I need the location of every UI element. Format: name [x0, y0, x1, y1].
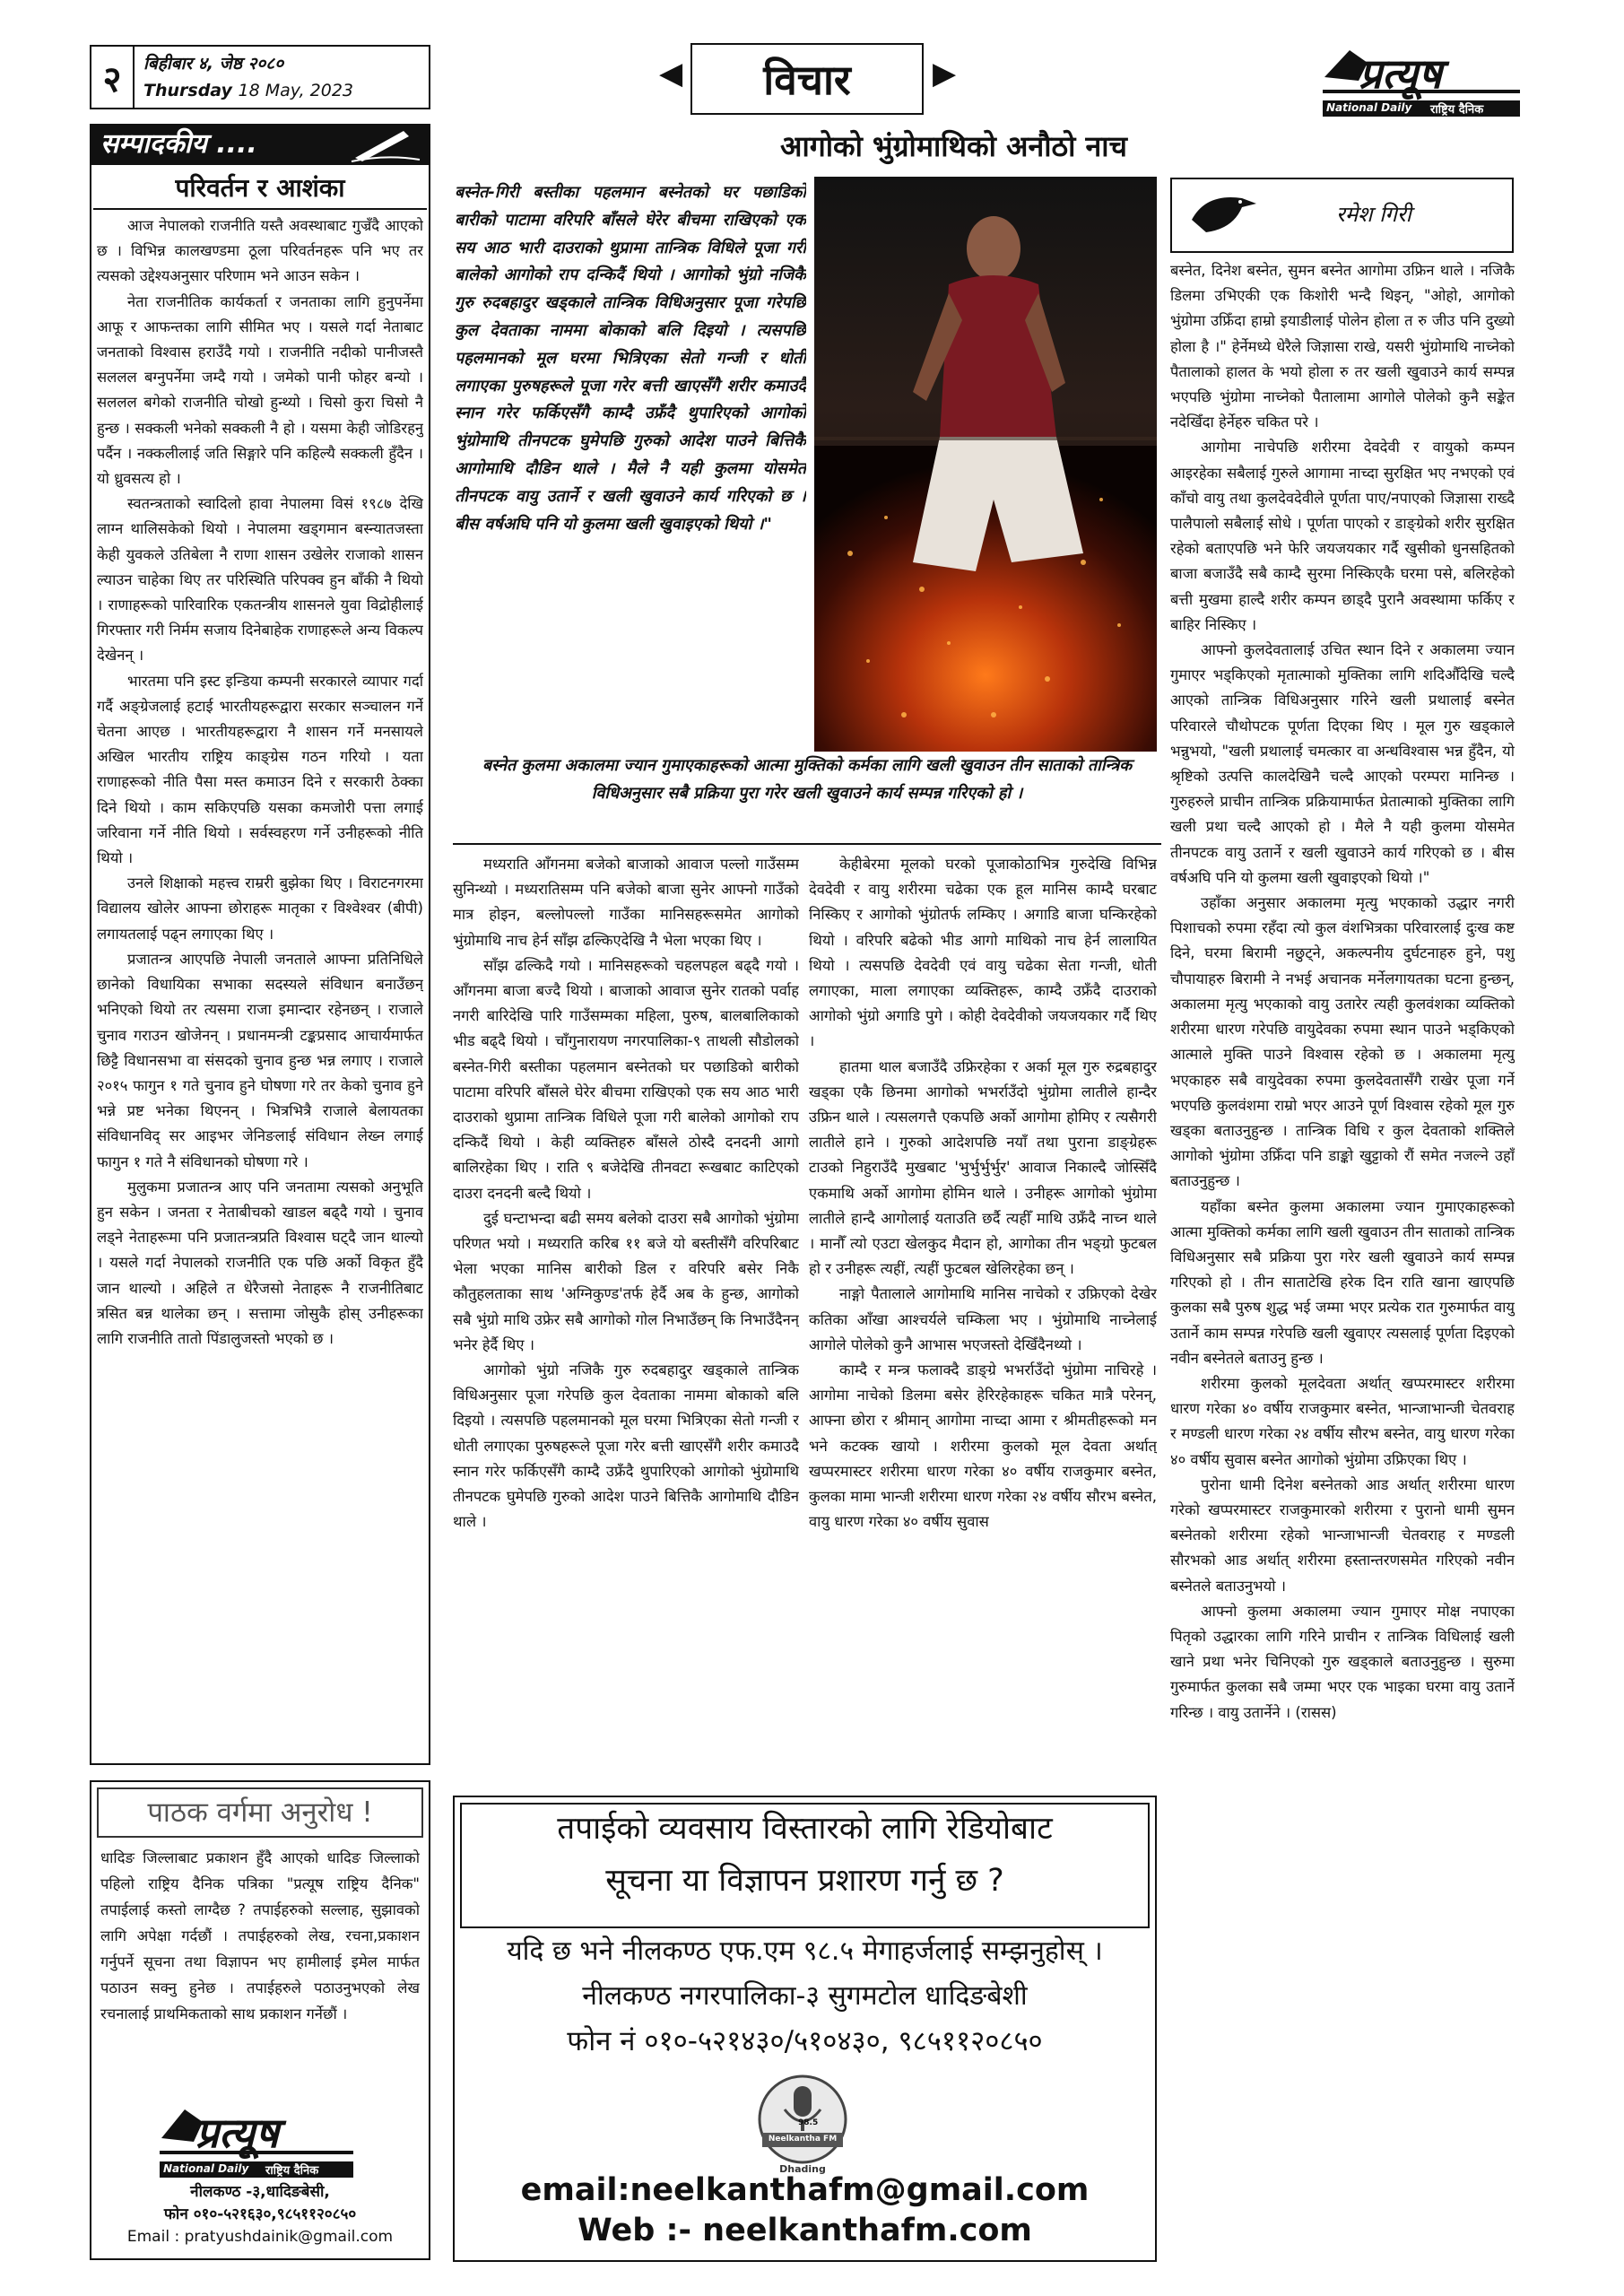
article-paragraph: यहाँका बस्नेत कुलमा अकालमा ज्यान गुमाएकाहरूको आत्मा मुक्तिको कर्मका लागि खली खुवाउन तीन साताको तान्त्रिक विधिअनुसार सबै प्रक्रिया पुरा गरेर खली खुवाउने कार्य सम्पन्न गरिएको हो । तीन साताटेखि हरेक दिन राति खाना खाएपछि कुलका सबै पुरुष शुद्ध भई जम्मा भएर प्रत्येक रात गुरुमार्फत वायु उतार्ने काम सम्पन्न गरेपछि खली खुवाएर त्यसलाई पूर्णता दिइएको नवीन बस्नेतले बताउनु हुन्छ ।	[1170, 1197, 1515, 1367]
article-paragraph: काम्दै र मन्त्र फलाक्दै डाङ्ग्रे भभर्राउँदो भुंग्रोमा नाचिरहे । आगोमा नाचेको डिलमा बसेर हेरिरहेकाहरू चकित मात्रै परेनन्, आफ्ना छोरा र श्रीमान् आगोमा नाच्दा आमा र श्रीमतीहरूको मन भने कटक्क खायो । शरीरमा कुलको मूल देवता अर्थात् खप्परमास्टर शरीरमा धारण गरेका ४० वर्षीय राजकुमार बस्नेत, कुलका मामा भान्जी शरीरमा धारण गरेका २४ वर्षीय सौरभ बस्नेत, वायु धारण गरेका ४० वर्षीय सुवास	[809, 1361, 1157, 1531]
editorial-paragraph: मुलुकमा प्रजातन्त्र आए पनि जनतामा त्यसको अनुभूति हुन सकेन । जनता र नेताबीचको खाडल बढ्दै गयो । चुनाव लड्ने नेताहरूमा पनि प्रजातन्त्रप्रति विश्वास घट्दै जान थाल्यो । यसले गर्दा नेपालको राजनीति एक पछि अर्को विकृत हुँदै जान थाल्यो । अहिले त धेरैजसो नेताहरू नै राजनीतिबाट त्रसित बन्न थालेका छन् । सत्तामा जोसुकै होस् उनीहरूका लागि राजनीति तातो पिंडालुजस्तो भएको छ ।	[97, 1178, 423, 1347]
editorial-paragraph: उनले शिक्षाको महत्त्व राम्ररी बुझेका थिए । विराटनगरमा विद्यालय खोलेर आफ्ना छोराहरू मातृका र विश्वेश्वर (बीपी) लगायतलाई पढ्न लगाएका थिए ।	[97, 874, 423, 943]
editorial-paragraph: प्रजातन्त्र आएपछि नेपाली जनताले आफ्ना प्रतिनिधिले छानेको विधायिका सभाका सदस्यले संविधान बनाउँछन् भनिएको थियो तर त्यसमा राजा इमान्दार रहेनछन् । राजाले चुनाव गराउन खोजेनन् । प्रधानमन्त्री टङ्कप्रसाद आचार्यमार्फत छिट्टै विधानसभा वा संसदको चुनाव हुन्छ भन्न लगाए । राजाले २०१५ फागुन १ गते चुनाव हुने घोषणा गरे तर केको चुनाव हुने भन्ने प्रष्ट भनेका थिएनन् । भित्रभित्रै राजाले बेलायतका संविधानविद् सर आइभर जेनिङलाई संविधान लेख्न लगाई फागुन १ गते नै संविधानको घोषणा गरे ।	[97, 950, 423, 1170]
radio-logo	[744, 2070, 861, 2178]
editorial-banner	[90, 124, 430, 165]
pratyush-logo-sub-right: राष्ट्रिय दैनिक	[265, 2164, 319, 2178]
arrow-right-icon: ▶	[933, 56, 957, 91]
editorial-paragraph: भारतमा पनि इस्ट इन्डिया कम्पनी सरकारले व्यापार गर्दा गर्दै अङ्ग्रेजलाई हटाई भारतीयहरूद्वारा सरकार सञ्चालन गर्ने चेतना आएछ । भारतीयहरूद्वारा नै शासन गर्ने मनसायले अखिल भारतीय राष्ट्रिय काङ्ग्रेस गठन गरियो । यता राणाहरूको नीति पैसा मस्त कमाउन दिने र सरकारी ठेक्का दिने थियो । काम सकिएपछि यसका कमजोरी पत्ता लगाई जरिवाना गर्ने नीति थियो । सर्वस्वहरण गर्ने उनीहरूको नीति थियो ।	[97, 672, 423, 867]
editorial-paragraph: आज नेपालको राजनीति यस्तै अवस्थाबाट गुज्रँदै आएको छ । विभिन्न कालखण्डमा ठूला परिवर्तनहरू पनि भए तर त्यसको उद्देश्यअनुसार परिणाम भने आउन सकेन ।	[97, 217, 423, 285]
section-title: विचार	[690, 43, 924, 115]
radio-logo-freq: 98.5	[798, 2118, 819, 2127]
article-column-1	[453, 852, 799, 1785]
date-box	[135, 45, 430, 109]
advert-line-3: यदि छ भने नीलकण्ठ एफ.एम ९८.५ मेगाहर्जलाई सम्झनुहोस् ।	[507, 1935, 1103, 1967]
article-paragraph: बस्नेत, दिनेश बस्नेत, सुमन बस्नेत आगोमा उफ्रिन थाले । नजिकै डिलमा उभिएकी एक किशोरी भन्दै थिइन्, "ओहो, आगोको भुंग्रोमा उफ्रिँदा हाम्रो इयाडीलाई पोलेन होला त रु जीउ पनि दुख्यो होला है ।" हेर्नेमध्ये धेरैले जिज्ञासा राखे, यसरी भुंग्रोमाथि नाच्नेको पैतालाको हालत के भयो होला रु तर खली खुवाउने कार्य सम्पन्न भएपछि भुंग्रोमा नाच्नेको पैतालामा आगोले पोलेको कुनै सङ्केत नदेखिँदा हेर्नेहरु चकित परे ।	[1170, 262, 1515, 431]
advert-line-2: सूचना या विज्ञापन प्रशारण गर्नु छ ?	[605, 1863, 1004, 1899]
masthead-logo-sub-left: National Daily	[1326, 101, 1412, 114]
article-paragraph: दुई घन्टाभन्दा बढी समय बलेको दाउरा सबै आगोको भुंग्रोमा परिणत भयो । मध्यराति करिब ११ बजे यो बस्तीसँगै वरिपरिबाट भेला भएका मानिस बारीको डिल र वरिपरि बसेर निकै कौतुहलताका साथ 'अग्निकुण्ड'तर्फ हेर्दै अब के हुन्छ, आगोको सबै भुंग्रो माथि उफ्रेर सबै आगोको गोल निभाउँछन् कि निभाउँदैनन् भनेर हेर्दै थिए ।	[453, 1209, 799, 1353]
date-english-day: Thursday	[143, 81, 232, 100]
editorial-paragraph: स्वतन्त्रताको स्वादिलो हावा नेपालमा विसं १९८७ देखि लाग्न थालिसकेको थियो । नेपालमा खड्गमान बस्न्यातजस्ता केही युवकले उतिबेला नै राणा शासन उखेलेर राजाको शासन ल्याउन चाहेका थिए तर परिस्थिति परिपक्व हुन बाँकी नै थियो । राणाहरूको पारिवारिक एकतन्त्रीय शासनले युवा विद्रोहीलाई गिरफ्तार गरी निर्मम सजाय दिनेबाहेक राणाहरूले अन्य विकल्प देखेनन् ।	[97, 495, 423, 665]
article-paragraph: आफ्नो कुलमा अकालमा ज्यान गुमाएर मोक्ष नपाएका पितृको उद्धारका लागि गरिने प्राचीन र तान्त्रिक विधिलाई खली खाने प्रथा भनेर चिनिएको गुरु खड्काले बताउनुहुन्छ । सुरुमा गुरुमार्फत कुलका सबै जम्मा भएर एक भाइका घरमा वायु उतार्ने गरिन्छ । वायु उतार्नेने । (रासस)	[1170, 1602, 1515, 1721]
masthead-logo-text: प्रत्यूष	[1359, 49, 1442, 98]
article-headline: आगोको भुंग्रोमाथिको अनौठो नाच	[780, 129, 1127, 163]
article-column-3	[1170, 258, 1515, 2249]
contact-phone: फोन ०१०-५२१६३०,९८५११२०८५०	[163, 2205, 357, 2223]
date-nepali: बिहीबार ४, जेष्ठ २०८०	[143, 54, 284, 74]
article-paragraph: उहाँका अनुसार अकालमा मृत्यु भएकाको उद्धार नगरी पिशाचको रुपमा रहँदा त्यो कुल वंशभित्रका परिवारलाई दुःख कष्ट दिने, घरमा बिरामी नछुट्ने, अकल्पनीय दुर्घटनाहरु हुने, पशु चौपायाहरु बिरामी ने नभई अचानक मर्नेलगायतका घटना हुन्छन्, अकालमा मृत्यु भएकाको वायु उतारेर त्यही कुलवंशका व्यक्तिको शरीरमा धारण गरेपछि वायुदेवका रुपमा स्थान पाउने भड्किएको आत्माले मुक्ति पाउने विश्वास रहेको छ । अकालमा मृत्यु भएकाहरु सबै वायुदेवका रुपमा कुलदेवतासँगै राखेर पूजा गर्ने भएपछि कुलवंशमा राम्रो भएर आउने पूर्ण विश्वास रहेको मूल गुरु खड्का बताउनुहुन्छ । तान्त्रिक विधि र कुल देवताको शक्तिले आगोको भुंग्रोमा उफ्रिँदा पनि डाङ्को खुट्टाको रौं समेत नजल्ने उहाँ बताउनुहुन्छ ।	[1170, 894, 1515, 1190]
article-paragraph: साँझ ढल्किदै गयो । मानिसहरूको चहलपहल बढ्दै गयो । आँगनमा बाजा बज्दै थियो । बाजाको आवाज सुनेर रातको पर्वाह नगरी बारिदेखि पारि गाउँसम्मका महिला, पुरुष, बालबालिकाको भीड बढ्दै थियो । चाँगुनारायण नगरपालिका-९ ताथली सौडोलको बस्नेत-गिरी बस्तीका पहलमान बस्नेतको घर पछाडिको बारीको पाटामा वरिपरि बाँसले घेरेर बीचमा राखिएको एक सय आठ भारी दाउराको थुप्रामा तान्त्रिक विधिले पूजा गरी बालेको आगोको राप दन्किदैं थियो । केही व्यक्तिहरु बाँसले ठोस्दै दनदनी आगो बालिरहेका थिए । राति ९ बजेदेखि तीनवटा रूखबाट काटिएको दाउरा दनदनी बल्दै थियो ।	[453, 956, 799, 1202]
article-paragraph: शरीरमा कुलको मूलदेवता अर्थात् खप्परमास्टर शरीरमा धारण गरेका ४० वर्षीय राजकुमार बस्नेत, भान्जाभान्जी चेतवराह र मण्डली धारण गरेका २४ वर्षीय सौरभ बस्नेत, वायु धारण गरेका ४० वर्षीय सुवास बस्नेत आगोको भुंग्रोमा उफ्रिएका थिए ।	[1170, 1374, 1515, 1468]
date-english	[143, 77, 420, 104]
article-divider	[453, 843, 1161, 845]
photo-caption: बस्नेत कुलमा अकालमा ज्यान गुमाएकाहरूको आत्मा मुक्तिको कर्मका लागि खली खुवाउन तीन साताको तान्त्रिक विधिअनुसार सबै प्रक्रिया पुरा गरेर खली खुवाउने कार्य सम्पन्न गरिएको हो ।	[482, 756, 1133, 803]
date-english-date: 18 May, 2023	[238, 81, 354, 100]
arrow-left-icon: ◀	[659, 56, 683, 91]
editorial-title: परिवर्तन र आशंका	[175, 173, 345, 203]
author-bird-icon	[1188, 184, 1260, 243]
reader-request-title: पाठक वर्गमा अनुरोध !	[97, 1787, 423, 1838]
contact-address: नीलकण्ठ -३,धादिङबेसी,	[190, 2183, 330, 2201]
article-paragraph: पुरोना धामी दिनेश बस्नेतको आड अर्थात् शरीरमा धारण गरेको खप्परमास्टर राजकुमारको शरीरमा र पुरानो धामी सुमन बस्नेतको शरीरमा रहेको भान्जाभान्जी चेतवराह र मण्डली सौरभको आड अर्थात् शरीरमा हस्तान्तरणसमेत गरिएको नवीन बस्नेतले बताउनुभयो ।	[1170, 1475, 1515, 1595]
article-column-2	[809, 852, 1157, 1785]
advert-website[interactable]: Web :- neelkanthafm.com	[578, 2213, 1032, 2248]
article-paragraph: केहीबेरमा मूलको घरको पूजाकोठाभित्र गुरुदेखि विभिन्न देवदेवी र वायु शरीरमा चढेका एक हूल मानिस काम्दै घरबाट निस्किए र आगोको भुंग्रोतर्फ लम्किए । अगाडि बाजा घन्किरहेको थियो । वरिपरि बढेको भीड आगो माथिको नाच हेर्न लालायित थियो । त्यसपछि देवदेवी एवं वायु चढेका सेता गन्जी, धोती लगाएका, माला लगाएका व्यक्तिहरू, काम्दै उफ्रँदै दाउराको आगोको भुंग्रो अगाडि पुगे । कोही देवदेवीको जयजयकार गर्दै थिए ।	[809, 856, 1157, 1050]
editorial-banner-label: सम्पादकीय ....	[100, 128, 257, 160]
article-photo	[814, 177, 1157, 752]
radio-logo-place: Dhading	[779, 2163, 826, 2175]
pratyush-logo	[160, 2104, 353, 2179]
radio-logo-text: Neelkantha FM	[768, 2135, 838, 2144]
advert-line-4: नीलकण्ठ नगरपालिका-३ सुगमटोल धादिङबेशी	[582, 1980, 1028, 2012]
article-paragraph: हातमा थाल बजाउँदै उफ्रिरहेका र अर्का मूल गुरु रुद्रबहादुर खड्का एकै छिनमा आगोको भभर्राउँदो भुंग्रोमा लातीले हान्दैर उफ्रिन थाले । त्यसलगत्तै एकपछि अर्को आगोमा होमिए र त्यसैगरी लातीले हाने । गुरुको आदेशपछि नयाँ तथा पुराना डाङ्ग्रेहरू टाउको निहुराउँदै मुखबाट 'भुर्भुर्भुर्भुर' आवाज निकाल्दै जोस्सिँदै एकमाथि अर्को आगोमा होमिन थाले । उनीहरू आगोको भुंग्रोमा लातीले हान्दै आगोलाई यताउति छर्दै त्यहीँ माथि उफ्रँदै नाच्न थाले । मानौँ त्यो एउटा खेलकुद मैदान हो, आगोका तीन भङ्ग्रो फुटबल हो र उनीहरू त्यहीं, त्यहीं फुटबल खेलिरहेका छन् ।	[809, 1057, 1157, 1278]
reader-request-contact	[97, 2181, 423, 2248]
author-name: रमेश गिरी	[1336, 202, 1411, 227]
article-paragraph: आगोको भुंग्रो नजिकै गुरु रुदबहादुर खड्काले तान्त्रिक विधिअनुसार पूजा गरेपछि कुल देवताका नाममा बोकाको बलि दिइयो । त्यसपछि पहलमानको मूल घरमा भित्रिएका सेतो गन्जी र धोती लगाएका पुरुषहरूले पूजा गरेर बत्ती खाएसँगै शरीर कमाउदै स्नान गरेर फर्किएसँगै काम्दै उफ्रँदै थुपारिएको आगोको भुंग्रोमाथि तीनपटक घुमेपछि गुरुको आदेश पाउने बित्तिकै आगोमाथि दौडिन थाले ।	[453, 1361, 799, 1531]
masthead-logo-sub-right: राष्ट्रिय दैनिक	[1430, 103, 1484, 117]
article-paragraph: आफ्नो कुलदेवतालाई उचित स्थान दिने र अकालमा ज्यान गुमाएर भड्किएको मृतात्माको मुक्तिका लागि शदिऔँदेखि चल्दै आएको तान्त्रिक विधिअनुसार गरिने खली प्रथालाई बस्नेत परिवारले चौथोपटक पूर्णता दिएका थिए । मूल गुरु खड्काले भन्नुभयो, "खली प्रथालाई चमत्कार वा अन्धविश्वास भन्न हुँदैन, यो श्रृष्टिको उत्पत्ति कालदेखिनै चल्दै आएको परम्परा मानिन्छ । गुरुहरुले प्राचीन तान्त्रिक प्रक्रियामार्फत प्रेतात्माको मुक्तिका लागि खली प्रथा चल्दै आएको हो । मैले नै यही कुलमा योसमेत तीनपटक वायु उतार्ने र खली खुवाउने कार्य गरिएको छ । बीस वर्षअघि पनि यो कुलमा खली खुवाइएको थियो ।"	[1170, 641, 1515, 886]
contact-email[interactable]: Email : pratyushdainik@gmail.com	[126, 2228, 394, 2246]
pen-icon	[350, 127, 421, 163]
advert-email[interactable]: email:neelkanthafm@gmail.com	[520, 2172, 1090, 2208]
article-lead-quote: बस्नेत-गिरी बस्तीका पहलमान बस्नेतको घर पछाडिको बारीको पाटामा वरिपरि बाँसले घेरेर बीचमा राखिएको एक सय आठ भारी दाउराको थुप्रामा तान्त्रिक विधिले पूजा गरी बालेको आगोको राप दन्किदैं थियो । आगोको भुंग्रो नजिकै गुरु रुदबहादुर खड्काले तान्त्रिक विधिअनुसार पूजा गरेपछि कुल देवताका नाममा बोकाको बलि दिइयो । त्यसपछि पहलमानको मूल घरमा भित्रिएका सेतो गन्जी र धोती लगाएका पुरुषहरूले पूजा गरेर बत्ती खाएसँगै शरीर कमाउदै स्नान गरेर फर्किएसँगै काम्दै उफ्रँदै थुपारिएको आगोको भुंग्रोमाथि तीनपटक घुमेपछि गुरुको आदेश पाउने बित्तिकै आगोमाथि दौडिन थाले । मैले नै यही कुलमा योसमेत तीनपटक वायु उतार्ने र खली खुवाउने कार्य गरिएको छ । बीस वर्षअघि पनि यो कुलमा खली खुवाइएको थियो ।"	[455, 183, 806, 534]
editorial-title-divider	[93, 208, 427, 210]
masthead-logo	[1323, 45, 1520, 118]
page-number: २	[90, 45, 135, 109]
editorial-paragraph: नेता राजनीतिक कार्यकर्ता र जनताका लागि हुनुपर्नेमा आफू र आफन्तका लागि सीमित भए । यसले गर्दा नेताबाट जनताको विश्वास हराउँदै गयो । राजनीति नदीको पानीजस्तै सललल बग्नुपर्नेमा जम्दै गयो । जमेको पानी फोहर बन्यो । सललल बगेको राजनीति चोखो हुन्थ्यो । चिसो कुरा चिसो नै हुन्छ । सक्कली भनेको सक्कली नै हो । यसमा केही जोडिरहनु पर्दैन । नक्कलीलाई जति सिङ्गारे पनि कहिल्यै सक्कली हुँदैन । यो ध्रुवसत्य हो ।	[97, 292, 423, 488]
advert-line-1: तपाईको व्यवसाय विस्तारको लागि रेडियोबाट	[557, 1811, 1053, 1847]
article-paragraph: मध्यराति आँगनमा बजेको बाजाको आवाज पल्लो गाउँसम्म सुनिन्थ्यो । मध्यरातिसम्म पनि बजेको बाजा सुनेर आफ्नो गाउँको मात्र होइन, बल्लोपल्लो गाउँका मानिसहरूसमेत आगोको भुंग्रोमाथि नाच हेर्न साँझ ढल्किएदेखि नै भेला भएका थिए ।	[453, 856, 799, 949]
pratyush-logo-sub-left: National Daily	[163, 2162, 249, 2175]
article-paragraph: आगोमा नाचेपछि शरीरमा देवदेवी र वायुको कम्पन आइरहेका सबैलाई गुरुले आगामा नाच्दा सुरक्षित भए नभएको एवं काँचो वायु तथा कुलदेवदेवीले पूर्णता पाए/नपाएको जिज्ञासा राख्दै पालैपालो सबैलाई सोधे । पूर्णता पाएको र डाङ्ग्रेको शरीर सुरक्षित रहेको बताएपछि भने फेरि जयजयकार गर्दै खुसीको धुनसहितको बाजा बजाउँदै सबै काम्दै सुरमा निस्किएकै घरमा पसे, बलिरहेको बत्ती मुखमा हाल्दै शरीर कम्पन छाड्दै पुरानै अवस्थामा फर्किए र बाहिर निस्किए ।	[1170, 439, 1515, 633]
advert-phone: फोन नं ०१०-५२१४३०/५१०४३०, ९८५११२०८५०	[567, 2025, 1043, 2057]
article-paragraph: नाङ्गो पैतालाले आगोमाथि मानिस नाचेको र उफ्रिएको देखेर कतिका आँखा आश्चर्यले चम्किला भए । भुंग्रोमाथि नाच्नेलाई आगोले पोलेको कुनै आभास भएजस्तो देखिँदैनथ्यो ।	[809, 1285, 1157, 1353]
reader-request-body: धादिङ जिल्लाबाट प्रकाशन हुँदै आएको धादिङ जिल्लाको पहिलो राष्ट्रिय दैनिक पत्रिका "प्रत्यूष राष्ट्रिय दैनिक" तपाईलाई कस्तो लाग्दैछ ? तपाईहरुको सल्लाह, सुझावको लागि अपेक्षा गर्दछौं । तपाईहरुको लेख, रचना,प्रकाशन गर्नुपर्ने सूचना तथा विज्ञापन भए हामीलाई इमेल मार्फत पठाउन सक्नु हुनेछ । तपाईहरुले पठाउनुभएको लेख रचनालाई प्राथमिकताको साथ प्रकाशन गर्नेछौं ।	[100, 1849, 420, 2022]
editorial-body	[97, 213, 423, 1761]
pratyush-logo-text: प्रत्यूष	[195, 2109, 279, 2157]
